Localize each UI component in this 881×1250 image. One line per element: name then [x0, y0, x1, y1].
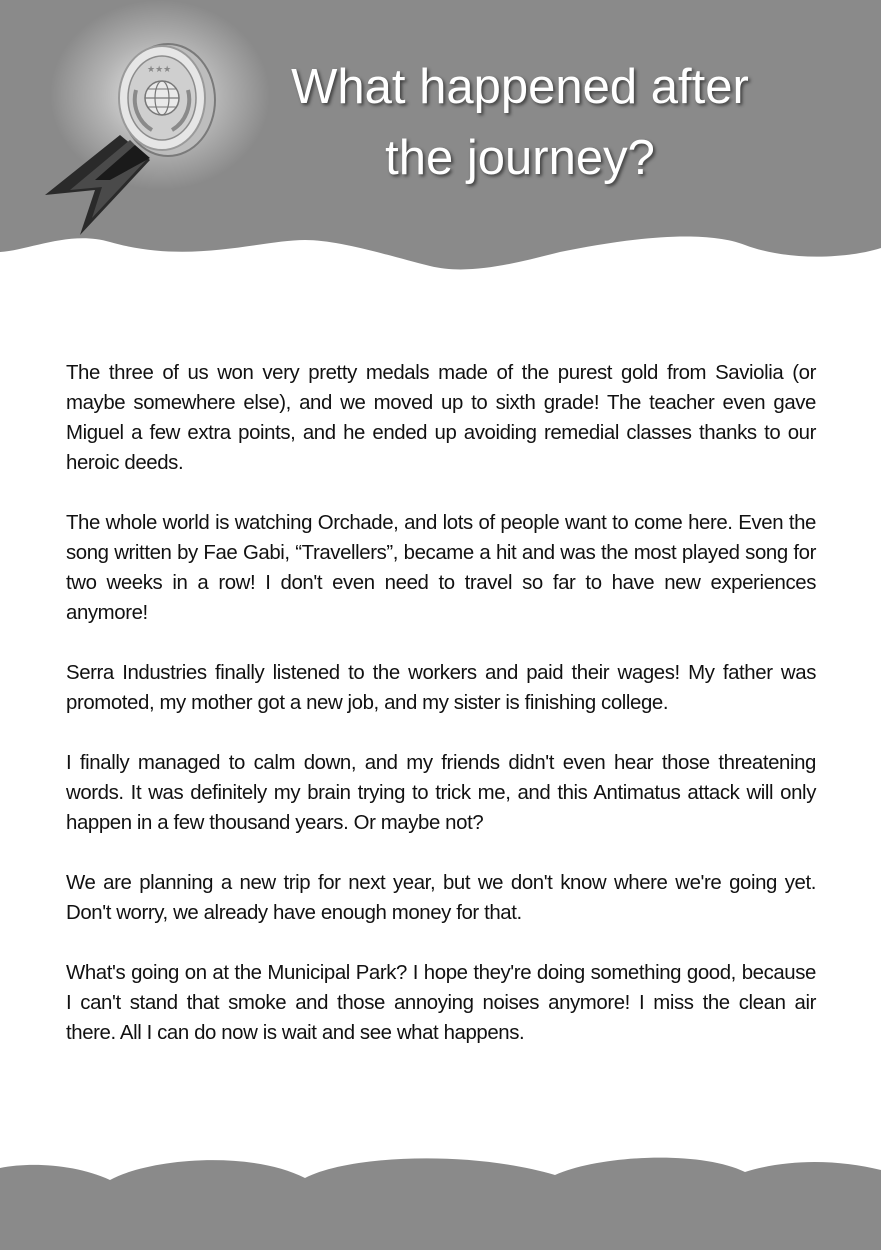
page-title-line-1: What happened after: [291, 60, 749, 114]
paragraph-medals: The three of us won very pretty medals made of the purest gold from Saviolia (or maybe somewhere else), and we moved up to sixth grade! The teacher even gave Miguel a few extra points, and he ended up avoiding remedial classes thanks to our heroic deeds.: [66, 362, 816, 474]
paragraph-municipal-park: What's going on at the Municipal Park? I hope they're doing something good, because I can't stand that smoke and those annoying noises anymore! I miss the clean air there. All I can do now is wait and see what happens.: [66, 962, 816, 1044]
paragraph-serra-industries: Serra Industries finally listened to the workers and paid their wages! My father was promoted, my mother got a new job, and my sister is finishing college.: [66, 662, 816, 714]
paragraph-calm-down: I finally managed to calm down, and my friends didn't even hear those threatening words. It was definitely my brain trying to trick me, and this Antimatus attack will only happen in a few thousand years. Or maybe not?: [66, 752, 816, 834]
svg-text:★★★: ★★★: [147, 65, 172, 75]
page-title: [250, 52, 790, 194]
footer-band: [0, 1150, 881, 1250]
medal-icon: [40, 40, 230, 240]
story-body: [66, 358, 816, 1078]
page-title-line-2: the journey?: [385, 131, 655, 185]
paragraph-world-watching: The whole world is watching Orchade, and lots of people want to come here. Even the song written by Fae Gabi, “Travellers”, became a hit and was the most played song for two weeks in a row! I don't even need to travel so far to have new experiences anymore!: [66, 512, 816, 624]
paragraph-new-trip: We are planning a new trip for next year, but we don't know where we're going yet. Don't worry, we already have enough money for that.: [66, 872, 816, 924]
